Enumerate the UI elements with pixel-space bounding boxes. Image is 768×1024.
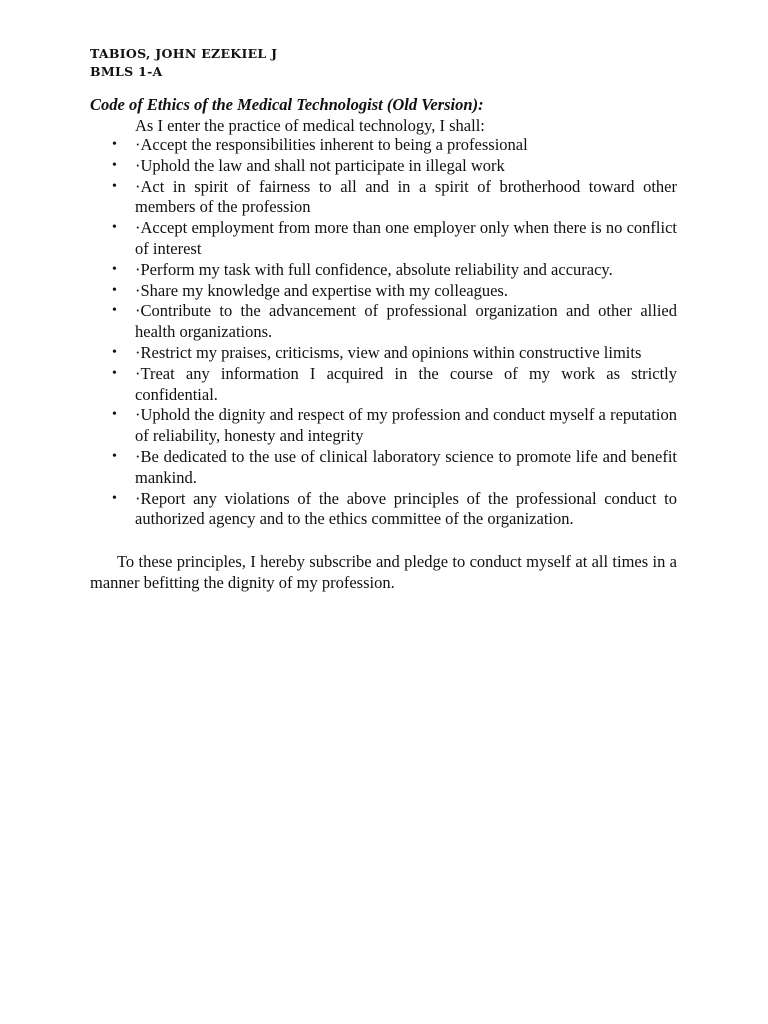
principle-text: ·Perform my task with full confidence, absolute reliability and accuracy. [135,259,613,279]
principle-text: ·Uphold the dignity and respect of my profession and conduct myself a reputation of reliability, honesty and integrity [135,405,677,446]
student-name: TABIOS, JOHN EZEKIEL J [90,46,278,61]
principle-text: ·Be dedicated to the use of clinical laboratory science to promote life and benefit mankind. [135,446,677,487]
principle-item [90,281,677,302]
principle-item [90,343,677,364]
bullet-icon: • [112,282,117,298]
principle-text: ·Accept employment from more than one employer only when there is no conflict of interest [135,218,677,258]
principle-text: ·Treat any information I acquired in the course of my work as strictly confidential. [135,363,677,404]
principle-item [90,364,677,406]
bullet-icon: • [112,448,117,464]
principle-text: ·Share my knowledge and expertise with my colleagues. [135,280,508,300]
principle-item [90,301,677,343]
bullet-icon: • [112,157,117,173]
bullet-icon: • [112,344,117,360]
closing-paragraph: To these principles, I hereby subscribe and pledge to conduct myself at all times in a manner befitting the dignity of my profession. [90,552,677,592]
bullet-icon: • [112,261,117,277]
principle-item [90,135,677,156]
bullet-icon: • [112,365,117,381]
bullet-icon: • [112,137,117,152]
principle-text: ·Accept the responsibilities inherent to being a professional [135,135,528,154]
bullet-icon: • [112,303,117,319]
principle-item [90,405,677,447]
document-header [90,45,277,81]
bullet-icon: • [112,490,117,506]
document-title: Code of Ethics of the Medical Technologist (Old Version): [90,95,484,114]
principle-item [90,260,677,281]
principle-text: ·Restrict my praises, criticisms, view and opinions within constructive limits [135,342,642,362]
intro-paragraph: As I enter the practice of medical technology, I shall: [135,116,485,135]
principle-text: ·Report any violations of the above principles of the professional conduct to authorized agency and to the ethics committee of the organization. [135,488,677,529]
principle-text: ·Uphold the law and shall not participate in illegal work [135,155,505,175]
principle-item [90,447,677,489]
principle-item [90,177,677,219]
principle-text: ·Act in spirit of fairness to all and in a spirit of brotherhood toward other members of the profession [135,176,677,217]
principle-item [90,218,677,260]
principle-text: ·Contribute to the advancement of professional organization and other allied health organizations. [135,301,677,342]
principle-item [90,156,677,177]
bullet-icon: • [112,220,117,236]
principle-item [90,489,677,531]
bullet-icon: • [112,407,117,423]
bullet-icon: • [112,178,117,194]
student-section: BMLS 1-A [90,64,163,79]
principles-list [90,135,677,530]
